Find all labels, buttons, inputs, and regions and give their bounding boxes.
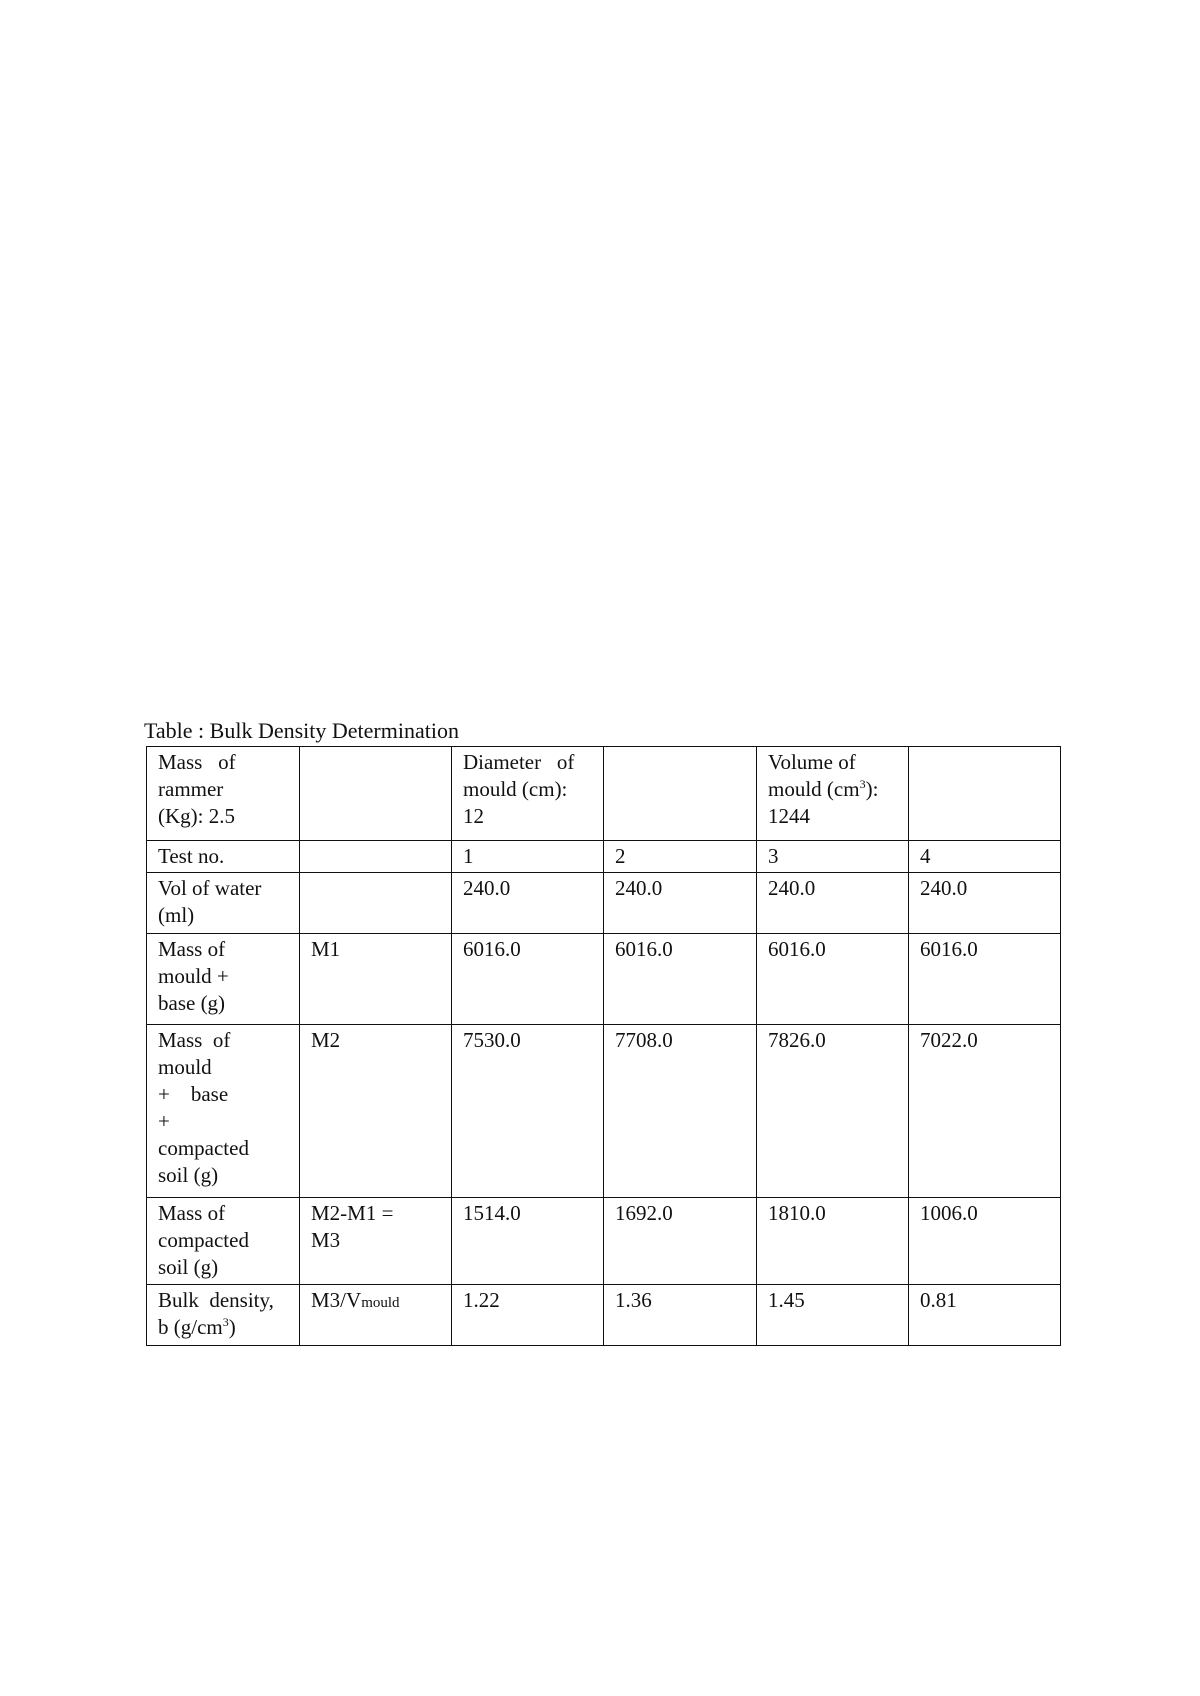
m3-label <box>147 1198 300 1285</box>
bulk-label-line-2 <box>158 1314 295 1341</box>
bulk-label-line-1: Bulk density, <box>158 1288 274 1312</box>
table-row-mould-base-mass <box>147 934 1061 1025</box>
water-value-2: 240.0 <box>604 873 757 934</box>
mould-volume-cell <box>757 747 909 841</box>
rammer-label-line-3: (Kg): 2.5 <box>158 804 235 828</box>
bulk-density-label <box>147 1285 300 1346</box>
rammer-label-line-1: Mass of <box>158 750 236 774</box>
volume-unit-superscript: 3 <box>859 777 866 791</box>
water-value-4: 240.0 <box>909 873 1061 934</box>
m3-value-4: 1006.0 <box>909 1198 1061 1285</box>
m3-label-line-2: compacted <box>158 1228 249 1252</box>
volume-value: 1244 <box>768 804 810 828</box>
empty-cell <box>300 747 452 841</box>
m2-label-line-6: soil (g) <box>158 1163 219 1187</box>
bulk-value-2: 1.36 <box>604 1285 757 1346</box>
m2-value-4: 7022.0 <box>909 1025 1061 1198</box>
volume-label-colon: ): <box>865 777 879 801</box>
diameter-label-line-2: mould (cm): <box>463 777 568 801</box>
table-row-bulk-density <box>147 1285 1061 1346</box>
mould-diameter-cell <box>452 747 604 841</box>
m2-value-2: 7708.0 <box>604 1025 757 1198</box>
test-4-cell: 4 <box>909 841 1061 873</box>
m3-label-line-1: Mass of <box>158 1201 226 1225</box>
m3-label-line-3: soil (g) <box>158 1255 219 1279</box>
empty-cell <box>300 841 452 873</box>
empty-cell <box>300 873 452 934</box>
water-volume-label <box>147 873 300 934</box>
diameter-label-line-1: Diameter of <box>463 750 575 774</box>
table-row-water-volume <box>147 873 1061 934</box>
m1-symbol: M1 <box>300 934 452 1025</box>
m3-symbol-line-2: M3 <box>311 1228 341 1252</box>
m3-symbol <box>300 1198 452 1285</box>
test-2-cell: 2 <box>604 841 757 873</box>
empty-cell <box>604 747 757 841</box>
volume-label-text: mould (cm <box>768 777 860 801</box>
rammer-label-line-2: rammer <box>158 777 224 801</box>
m3-value-3: 1810.0 <box>757 1198 909 1285</box>
m3-value-2: 1692.0 <box>604 1198 757 1285</box>
test-no-label: Test no. <box>147 841 300 873</box>
m1-label-line-2: mould + <box>158 964 229 988</box>
table-row-mould-base-soil-mass <box>147 1025 1061 1198</box>
m1-value-1: 6016.0 <box>452 934 604 1025</box>
formula-subscript: mould <box>361 1295 400 1311</box>
water-value-1: 240.0 <box>452 873 604 934</box>
water-value-3: 240.0 <box>757 873 909 934</box>
m3-symbol-line-1: M2-M1 = <box>311 1201 394 1225</box>
water-label-line-1: Vol of water <box>158 876 262 900</box>
bulk-value-1: 1.22 <box>452 1285 604 1346</box>
test-1-cell: 1 <box>452 841 604 873</box>
m1-value-2: 6016.0 <box>604 934 757 1025</box>
empty-cell <box>909 747 1061 841</box>
m2-label-line-2: mould <box>158 1055 212 1079</box>
m2-label-line-5: compacted <box>158 1136 249 1160</box>
bulk-density-table <box>146 746 1061 1346</box>
m2-label <box>147 1025 300 1198</box>
m1-value-3: 6016.0 <box>757 934 909 1025</box>
rammer-mass-cell <box>147 747 300 841</box>
bulk-unit-superscript: 3 <box>222 1315 229 1329</box>
m2-label-line-4: + <box>158 1109 170 1133</box>
m1-label-line-1: Mass of <box>158 937 226 961</box>
table-caption: Table : Bulk Density Determination <box>144 718 459 743</box>
m1-label-line-3: base (g) <box>158 991 226 1015</box>
diameter-value: 12 <box>463 804 484 828</box>
m2-symbol: M2 <box>300 1025 452 1198</box>
table-row-compacted-soil-mass <box>147 1198 1061 1285</box>
bulk-unit-text: b (g/cm <box>158 1315 223 1339</box>
m1-label <box>147 934 300 1025</box>
m2-label-line-1: Mass of <box>158 1028 231 1052</box>
m2-label-line-3: + base <box>158 1082 229 1106</box>
bulk-density-formula <box>300 1285 452 1346</box>
bulk-value-4: 0.81 <box>909 1285 1061 1346</box>
bulk-unit-close: ) <box>228 1315 236 1339</box>
table-row-mould-info <box>147 747 1061 841</box>
formula-main: M3/V <box>311 1288 362 1312</box>
m2-value-3: 7826.0 <box>757 1025 909 1198</box>
m3-value-1: 1514.0 <box>452 1198 604 1285</box>
table-row-test-number <box>147 841 1061 873</box>
volume-label-line-1: Volume of <box>768 750 856 774</box>
bulk-value-3: 1.45 <box>757 1285 909 1346</box>
water-label-line-2: (ml) <box>158 903 195 927</box>
volume-label-line-2 <box>768 776 904 803</box>
m2-value-1: 7530.0 <box>452 1025 604 1198</box>
test-3-cell: 3 <box>757 841 909 873</box>
m1-value-4: 6016.0 <box>909 934 1061 1025</box>
